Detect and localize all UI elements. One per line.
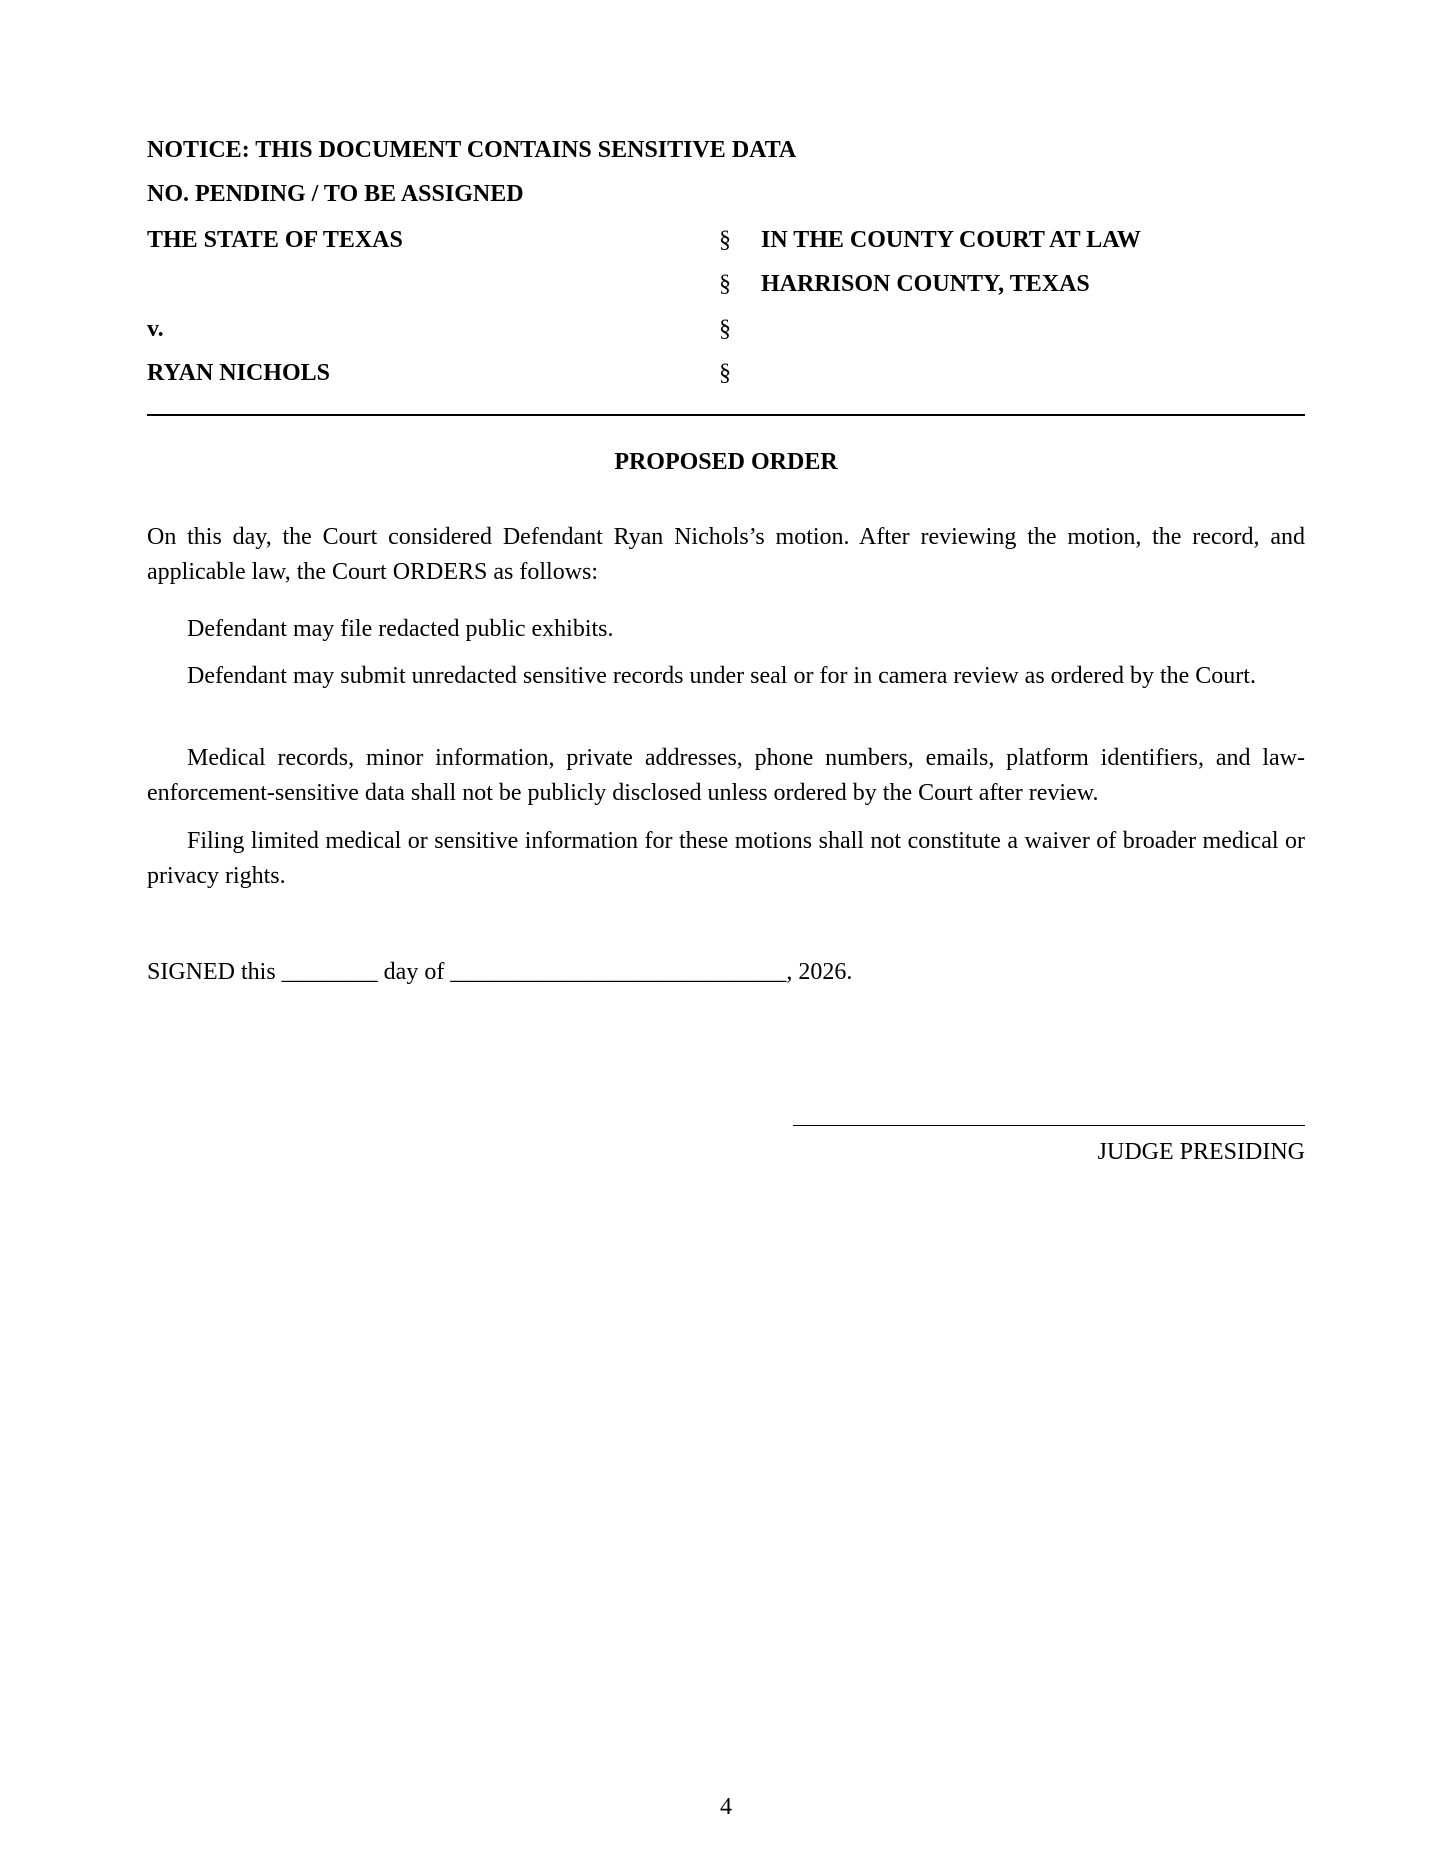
caption-defendant: RYAN NICHOLS bbox=[147, 360, 330, 386]
caption-versus: v. bbox=[147, 316, 164, 342]
order-item: Defendant may submit unredacted sensitive records under seal or for in camera review as ordered by the Court. bbox=[187, 663, 1256, 689]
caption-court-county: HARRISON COUNTY, TEXAS bbox=[761, 271, 1090, 297]
caption-divider bbox=[147, 414, 1305, 416]
caption-plaintiff: THE STATE OF TEXAS bbox=[147, 227, 403, 253]
case-number: NO. PENDING / TO BE ASSIGNED bbox=[147, 181, 524, 207]
sensitive-data-notice: NOTICE: THIS DOCUMENT CONTAINS SENSITIVE DATA bbox=[147, 137, 797, 163]
order-item: Defendant may file redacted public exhibits. bbox=[187, 616, 614, 642]
order-intro-paragraph: On this day, the Court considered Defendant Ryan Nichols’s motion. After reviewing the motion, the record, and applicable law, the Court ORDERS as follows: bbox=[147, 524, 1305, 585]
order-item: Filing limited medical or sensitive information for these motions shall not constitute a waiver of broader medical or privacy rights. bbox=[147, 828, 1305, 889]
section-symbol: § bbox=[719, 360, 731, 386]
document-page bbox=[147, 0, 1305, 1870]
signed-date-line: SIGNED this ________ day of ____________________________, 2026. bbox=[147, 959, 853, 985]
caption-court-name: IN THE COUNTY COURT AT LAW bbox=[761, 227, 1141, 253]
section-symbol: § bbox=[719, 316, 731, 342]
section-symbol: § bbox=[719, 227, 731, 253]
section-symbol: § bbox=[719, 271, 731, 297]
page-number: 4 bbox=[720, 1794, 732, 1820]
order-item: Medical records, minor information, private addresses, phone numbers, emails, platform identifiers, and law-enforcement-sensitive data shall not be publicly disclosed unless ordered by the Court after review. bbox=[147, 745, 1305, 806]
signature-label: JUDGE PRESIDING bbox=[1097, 1139, 1305, 1165]
document-title: PROPOSED ORDER bbox=[614, 449, 838, 475]
signature-line bbox=[793, 1125, 1305, 1126]
